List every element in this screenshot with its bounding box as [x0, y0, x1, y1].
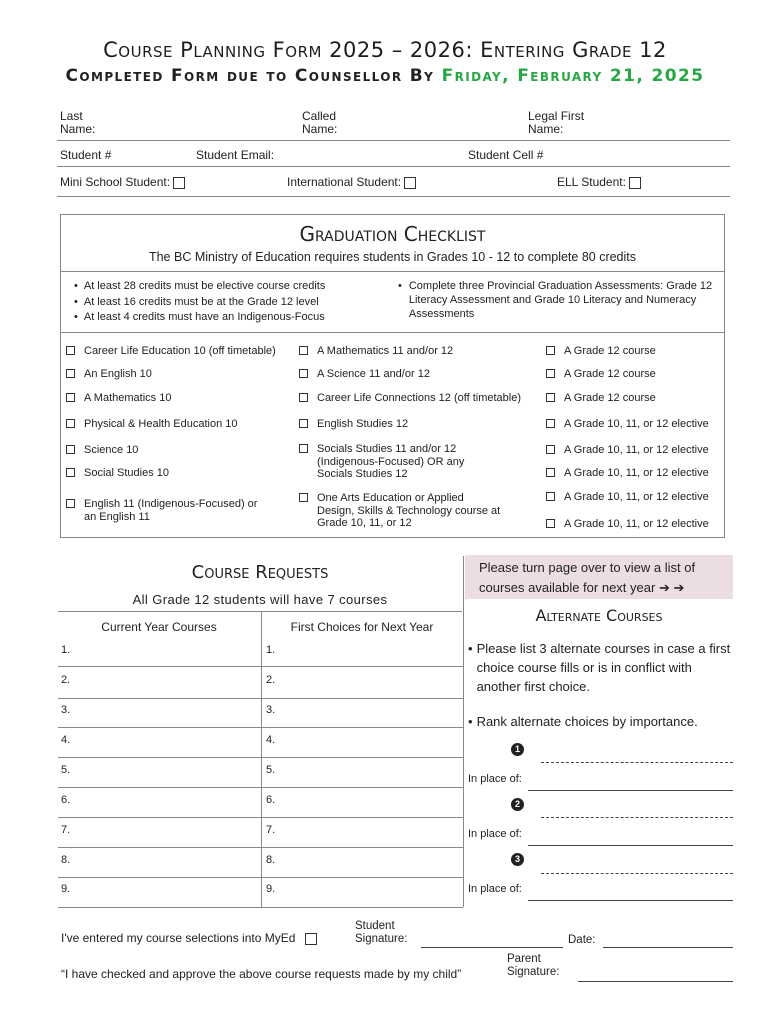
checklist-label: A Grade 10, 11, or 12 elective [564, 518, 709, 530]
checkbox[interactable] [546, 468, 555, 477]
current-course-field[interactable] [58, 789, 261, 817]
checklist-item[interactable] [66, 498, 266, 523]
divider [60, 271, 725, 272]
checklist-item[interactable] [546, 518, 721, 531]
current-course-field[interactable] [58, 670, 261, 698]
checklist-label: A Science 11 and/or 12 [317, 368, 430, 380]
checklist-label: A Grade 10, 11, or 12 elective [564, 467, 709, 479]
last-name-label: Last Name: [60, 109, 96, 136]
parent-signature-field[interactable] [578, 981, 733, 982]
graduation-bullet-text: At least 28 credits must be elective course credits [83, 280, 326, 292]
next-course-field[interactable] [262, 879, 463, 907]
checklist-label: A Grade 10, 11, or 12 elective [564, 491, 709, 503]
checkbox[interactable] [546, 346, 555, 355]
rank-2-icon: 2 [511, 798, 524, 811]
checklist-label: English Studies 12 [317, 418, 409, 430]
next-course-number: 9. [266, 883, 276, 895]
graduation-bullet-right-text: Complete three Provincial Graduation Assessments: Grade 12 Literacy Assessment and Grade 10 Literacy and Numeracy Assessments [408, 280, 713, 320]
checklist-item[interactable] [299, 368, 539, 381]
course-requests-subtitle: All Grade 12 students will have 7 courses [132, 592, 388, 607]
international-label: International Student: [287, 175, 402, 189]
mini-school-label: Mini School Student: [60, 175, 171, 189]
checklist-item[interactable] [546, 444, 721, 457]
bullet-icon: • [74, 311, 78, 323]
called-name-label: Called Name: [302, 109, 338, 136]
ell-label: ELL Student: [557, 175, 626, 189]
graduation-title: Graduation Checklist [299, 222, 486, 246]
international-checkbox[interactable] [404, 177, 416, 189]
graduation-bullet-right [398, 279, 713, 321]
checklist-label: English 11 (Indigenous-Focused) or an English 11 [84, 498, 258, 523]
bullet-icon: • [398, 280, 402, 292]
mini-school-checkbox[interactable] [173, 177, 185, 189]
checkbox[interactable] [66, 346, 75, 355]
divider [58, 817, 463, 818]
student-number-label: Student # [60, 148, 112, 162]
checklist-item[interactable] [299, 345, 539, 358]
due-date: Friday, February 21, 2025 [441, 66, 705, 86]
divider [57, 196, 730, 197]
current-course-number: 4. [61, 734, 71, 746]
checklist-label: A Grade 10, 11, or 12 elective [564, 418, 709, 430]
graduation-bullet [74, 279, 374, 295]
divider [57, 140, 730, 141]
checklist-label: A Grade 12 course [564, 392, 656, 404]
checkbox[interactable] [66, 393, 75, 402]
checklist-item[interactable] [66, 467, 296, 480]
turn-page-label: Please turn page over to view a list of courses available for next year [479, 560, 696, 595]
graduation-bullet-text: At least 4 credits must have an Indigenous-Focus [83, 311, 325, 323]
checkbox[interactable] [66, 369, 75, 378]
alternate-1-field[interactable] [541, 762, 733, 763]
current-course-number: 7. [61, 824, 71, 836]
divider [58, 757, 463, 758]
rank-1-icon: 1 [511, 743, 524, 756]
checkbox[interactable] [546, 519, 555, 528]
checklist-item[interactable] [66, 444, 296, 457]
graduation-bullet [74, 310, 374, 326]
alternates-bullet-2 [468, 712, 733, 731]
checklist-label: Socials Studies 11 and/or 12 (Indigenous-Focused) OR any Socials Studies 12 [317, 443, 465, 480]
rank-3-icon: 3 [511, 853, 524, 866]
student-email-label: Student Email: [196, 148, 275, 162]
checkbox[interactable] [546, 369, 555, 378]
checklist-label: A Mathematics 10 [84, 392, 172, 404]
current-course-field[interactable] [58, 699, 261, 727]
checkbox[interactable] [299, 419, 308, 428]
in-place-of-label: In place of: [468, 883, 522, 895]
date-label: Date: [568, 934, 596, 946]
checklist-label: A Grade 12 course [564, 345, 656, 357]
checkbox[interactable] [299, 346, 308, 355]
next-course-number: 1. [266, 644, 276, 656]
checklist-item[interactable] [66, 392, 296, 405]
current-course-number: 5. [61, 764, 71, 776]
myed-checkbox[interactable] [305, 933, 317, 945]
next-course-number: 3. [266, 704, 276, 716]
alternates-bullet-1 [468, 639, 733, 696]
checklist-item[interactable] [546, 491, 721, 504]
bullet-icon: • [74, 295, 78, 308]
checklist-label: A Mathematics 11 and/or 12 [317, 345, 454, 357]
checklist-item[interactable] [546, 392, 721, 405]
bullet-icon: • [74, 280, 78, 292]
next-course-number: 6. [266, 794, 276, 806]
student-signature-field[interactable] [421, 947, 563, 948]
checklist-item[interactable] [299, 443, 484, 481]
checkbox[interactable] [546, 393, 555, 402]
next-course-field[interactable] [262, 849, 463, 877]
checklist-label: Physical & Health Education 10 [84, 418, 238, 430]
next-course-field[interactable] [262, 670, 463, 698]
divider [58, 907, 463, 908]
next-course-field[interactable] [262, 759, 463, 787]
col-next-header: First Choices for Next Year [290, 620, 434, 634]
next-course-field[interactable] [262, 729, 463, 757]
course-requests-title: Course Requests [191, 562, 329, 583]
student-signature-label: Student Signature: [355, 920, 408, 945]
checklist-item[interactable] [66, 345, 296, 358]
current-course-number: 9. [61, 883, 71, 895]
next-course-number: 2. [266, 674, 276, 686]
checkbox[interactable] [546, 419, 555, 428]
divider [463, 556, 464, 907]
arrow-right-icon: ➔ ➔ [658, 580, 685, 595]
current-course-number: 3. [61, 704, 71, 716]
parent-statement: “I have checked and approve the above course requests made by my child” [61, 967, 462, 981]
divider [58, 611, 462, 612]
next-course-number: 8. [266, 854, 276, 866]
checklist-item[interactable] [299, 418, 539, 431]
checklist-label: Career Life Education 10 (off timetable) [84, 345, 276, 357]
graduation-bullet-text: At least 16 credits must be at the Grade 12 level [83, 295, 319, 308]
checklist-item[interactable] [299, 392, 539, 405]
checklist-item[interactable] [546, 467, 721, 480]
in-place-of-1-field[interactable] [528, 790, 733, 791]
divider [58, 666, 463, 667]
checkbox[interactable] [66, 468, 75, 477]
checkbox[interactable] [299, 444, 308, 453]
current-course-field[interactable] [58, 729, 261, 757]
current-course-field[interactable] [58, 849, 261, 877]
graduation-bullet [74, 295, 374, 311]
checkbox[interactable] [546, 492, 555, 501]
current-course-field[interactable] [58, 879, 261, 907]
divider [60, 332, 725, 333]
current-course-number: 2. [61, 674, 71, 686]
in-place-of-label: In place of: [468, 828, 522, 840]
current-course-number: 1. [61, 644, 71, 656]
checklist-item[interactable] [66, 368, 296, 381]
form-title: Course Planning Form 2025 – 2026: Entering Grade 12 [103, 38, 667, 62]
checklist-item[interactable] [546, 345, 721, 358]
in-place-of-2-field[interactable] [528, 845, 733, 846]
myed-label: I've entered my course selections into MyEd [61, 931, 296, 945]
checkbox[interactable] [299, 493, 308, 502]
checklist-label: Career Life Connections 12 (off timetable) [317, 392, 522, 404]
checklist-item[interactable] [299, 492, 504, 530]
alternate-3-field[interactable] [541, 873, 733, 874]
checklist-label: A Grade 12 course [564, 368, 656, 380]
alternates-bullet-2-text: Rank alternate choices by importance. [476, 714, 698, 729]
mini-school-field [60, 176, 185, 189]
checkbox[interactable] [66, 419, 75, 428]
divider [58, 727, 463, 728]
next-course-number: 7. [266, 824, 276, 836]
current-course-field[interactable] [58, 759, 261, 787]
checklist-label: One Arts Education or Applied Design, Skills & Technology course at Grade 10, 11, or 12 [317, 492, 501, 529]
divider [57, 166, 730, 167]
checklist-item[interactable] [66, 418, 296, 431]
next-course-number: 4. [266, 734, 276, 746]
alternate-2-field[interactable] [541, 817, 733, 818]
ell-checkbox[interactable] [629, 177, 641, 189]
divider [58, 877, 463, 878]
checklist-label: Social Studies 10 [84, 467, 169, 479]
checkbox[interactable] [66, 499, 75, 508]
current-course-field[interactable] [58, 819, 261, 847]
next-course-field[interactable] [262, 638, 463, 666]
current-course-number: 8. [61, 854, 71, 866]
in-place-of-3-field[interactable] [528, 900, 733, 901]
myed-confirmation [61, 931, 317, 945]
ell-field [557, 176, 641, 189]
next-course-number: 5. [266, 764, 276, 776]
checklist-item[interactable] [546, 368, 721, 381]
checkbox[interactable] [546, 445, 555, 454]
checklist-label: Science 10 [84, 444, 139, 456]
current-course-field[interactable] [58, 638, 261, 666]
checklist-label: A Grade 10, 11, or 12 elective [564, 444, 709, 456]
checkbox[interactable] [66, 445, 75, 454]
graduation-bullets-left [74, 279, 374, 326]
bullet-icon: • [468, 714, 473, 729]
checkbox[interactable] [299, 369, 308, 378]
next-course-field[interactable] [262, 789, 463, 817]
due-prefix: Completed Form due to Counsellor By [65, 66, 435, 86]
graduation-subtitle: The BC Ministry of Education requires students in Grades 10 - 12 to complete 80 credits [148, 250, 637, 264]
col-current-header: Current Year Courses [101, 620, 217, 634]
international-field [287, 176, 416, 189]
next-course-field[interactable] [262, 819, 463, 847]
current-course-number: 6. [61, 794, 71, 806]
date-field[interactable] [603, 947, 733, 948]
alternates-title: Alternate Courses [535, 606, 663, 625]
divider [58, 847, 463, 848]
checklist-label: An English 10 [84, 368, 152, 380]
turn-page-text [479, 558, 729, 598]
parent-signature-label: Parent Signature: [507, 953, 560, 978]
checkbox[interactable] [299, 393, 308, 402]
in-place-of-label: In place of: [468, 773, 522, 785]
due-line [0, 66, 770, 86]
checklist-item[interactable] [546, 418, 721, 431]
student-cell-label: Student Cell # [468, 148, 544, 162]
alternates-bullet-1-text: Please list 3 alternate courses in case a first choice course fills or is in conflict with another first choice. [476, 641, 731, 694]
next-course-field[interactable] [262, 699, 463, 727]
legal-first-name-label: Legal First Name: [528, 109, 585, 136]
divider [58, 787, 463, 788]
bullet-icon: • [468, 641, 473, 656]
